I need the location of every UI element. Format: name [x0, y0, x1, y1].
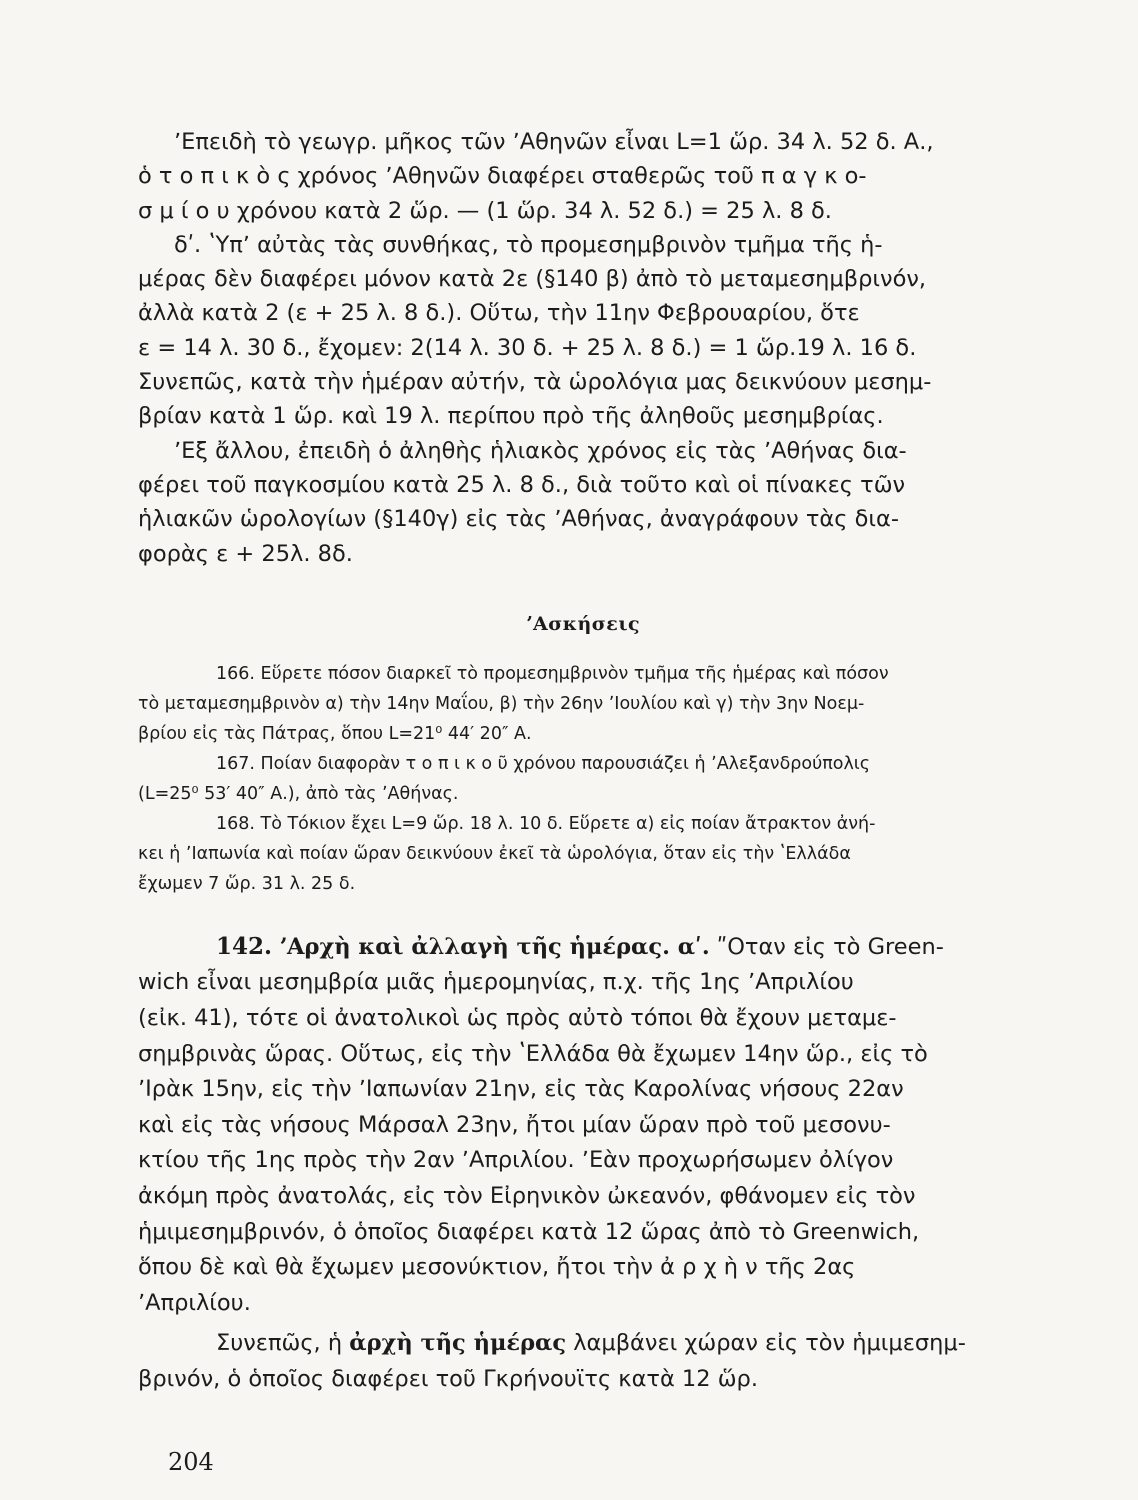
text-line: ʼΕξ ἄλλου, ἐπειδὴ ὁ ἀληθὴς ἡλιακὸς χρόνος εἰς τὰς ʼΑθήνας δια- [174, 437, 907, 464]
exercise-line: 167. Ποίαν διαφορὰν τ ο π ι κ ο ῦ χρόνου παρουσιάζει ἡ ʼΑλεξανδρούπολις [216, 753, 871, 774]
exercise-line: (L=25⁰ 53′ 40″ Α.), ἀπὸ τὰς ʼΑθήνας. [138, 783, 459, 804]
text-line: σημβρινὰς ὥρας. Οὕτως, εἰς τὴν ʽΕλλάδα θὰ ἔχωμεν 14ην ὥρ., εἰς τὸ [138, 1040, 928, 1067]
text-line: Συνεπῶς, ἡ [216, 1330, 343, 1357]
page-number: 204 [168, 1448, 214, 1476]
paragraph-athens-time [138, 125, 1028, 571]
exercise-line: κει ἡ ʼΙαπωνία καὶ ποίαν ὥραν δεικνύουν ἐκεῖ τὰ ὡρολόγια, ὅταν εἰς τὴν ʽΕλλάδα [138, 843, 851, 864]
exercises-heading: ʼΑσκήσεις [525, 612, 641, 635]
text-line: κτίου τῆς 1ης πρὸς τὴν 2αν ʼΑπριλίου. ʼΕὰν προχωρήσωμεν ὀλίγον [138, 1147, 894, 1174]
section-number: 142. [216, 932, 273, 960]
text-line: ε = 14 λ. 30 δ., ἔχομεν: 2(14 λ. 30 δ. + 25 λ. 8 δ.) = 1 ὥρ.19 λ. 16 δ. [138, 334, 917, 361]
text-line: ʼΕπειδὴ τὸ γεωγρ. μῆκος τῶν ʼΑθηνῶν εἶναι L=1 ὥρ. 34 λ. 52 δ. Α., [174, 129, 934, 155]
text-line: φορὰς ε + 25λ. 8δ. [138, 540, 353, 567]
text-line: μέρας δὲν διαφέρει μόνον κατὰ 2ε (§140 β) ἀπὸ τὸ μεταμεσημβρινόν, [138, 266, 927, 293]
text-line: ἀλλὰ κατὰ 2 (ε + 25 λ. 8 δ.). Οὕτω, τὴν 11ην Φεβρουαρίου, ὅτε [138, 300, 860, 327]
text-line: σ μ ί ο υ χρόνου κατὰ 2 ὥρ. — (1 ὥρ. 34 λ. 52 δ.) = 25 λ. 8 δ. [138, 197, 832, 224]
text-line: Συνεπῶς, κατὰ τὴν ἡμέραν αὐτήν, τὰ ὡρολόγια μας δεικνύουν μεσημ- [138, 369, 932, 396]
text-line: ἡμιμεσημβρινόν, ὁ ὁποῖος διαφέρει κατὰ 12 ὥρας ἀπὸ τὸ Greenwich, [138, 1218, 920, 1245]
text-line: βρίαν κατὰ 1 ὥρ. καὶ 19 λ. περίπου πρὸ τῆς ἀληθοῦς μεσημβρίας. [138, 403, 884, 430]
bold-term: ἀρχὴ τῆς ἡμέρας [349, 1330, 567, 1357]
text-line: καὶ εἰς τὰς νήσους Μάρσαλ 23ην, ἤτοι μίαν ὥραν πρὸ τοῦ μεσονυ- [138, 1111, 891, 1138]
text-line: ʼΙρὰκ 15ην, εἰς τὴν ʼΙαπωνίαν 21ην, εἰς τὰς Καρολίνας νήσους 22αν [138, 1076, 904, 1103]
text-line: ἀκόμη πρὸς ἀνατολάς, εἰς τὸν Εἰρηνικὸν ὠκεανόν, φθάνομεν εἰς τὸν [138, 1183, 916, 1210]
text-line: wich εἶναι μεσημβρία μιᾶς ἡμερομηνίας, π.χ. τῆς 1ης ʼΑπριλίου [138, 969, 854, 996]
text-line: ʺΟταν εἰς τὸ Green- [716, 933, 944, 960]
section-title: ʼΑρχὴ καὶ ἀλλαγὴ τῆς ἡμέρας. αʹ. [279, 933, 710, 960]
exercise-line: τὸ μεταμεσημβρινὸν α) τὴν 14ην Μαΐου, β) τὴν 26ην ʼΙουλίου καὶ γ) τὴν 3ην Νοεμ- [138, 693, 865, 714]
text-line: (εἰκ. 41), τότε οἱ ἀνατολικοὶ ὡς πρὸς αὐτὸ τόποι θὰ ἔχουν μεταμε- [138, 1005, 897, 1032]
exercise-line: 166. Εὕρετε πόσον διαρκεῖ τὸ προμεσημβρινὸν τμῆμα τῆς ἡμέρας καὶ πόσον [216, 663, 889, 684]
section-142 [138, 929, 1028, 1322]
text-line: ʼΑπριλίου. [138, 1289, 251, 1316]
text-line: φέρει τοῦ παγκοσμίου κατὰ 25 λ. 8 δ., διὰ τοῦτο καὶ οἱ πίνακες τῶν [138, 471, 906, 498]
text-line: λαμβάνει χώραν εἰς τὸν ἡμιμεσημ- [573, 1330, 966, 1357]
exercise-line: βρίου εἰς τὰς Πάτρας, ὅπου L=21⁰ 44′ 20″ Α. [138, 723, 532, 744]
exercises-list [138, 659, 1028, 899]
text-line: ὅπου δὲ καὶ θὰ ἔχωμεν μεσονύκτιον, ἤτοι τὴν ἀ ρ χ ὴ ν τῆς 2ας [138, 1254, 856, 1281]
exercise-line: 168. Τὸ Τόκιον ἔχει L=9 ὥρ. 18 λ. 10 δ. Εὕρετε α) εἰς ποίαν ἄτρακτον ἀνή- [216, 813, 876, 834]
text-line: ἡλιακῶν ὡρολογίων (§140γ) εἰς τὰς ʼΑθήνας, ἀναγράφουν τὰς δια- [138, 506, 899, 533]
text-line: βρινόν, ὁ ὁποῖος διαφέρει τοῦ Γκρήνουϊτς κατὰ 12 ὥρ. [138, 1365, 758, 1392]
text-line: ὁ τ ο π ι κ ὸ ς χρόνος ʼΑθηνῶν διαφέρει σταθερῶς τοῦ π α γ κ ο- [138, 163, 867, 190]
paragraph-day-start [138, 1326, 1028, 1397]
text-line: δʹ. ʽΥπʼ αὐτὰς τὰς συνθήκας, τὸ προμεσημβρινὸν τμῆμα τῆς ἡ- [174, 231, 883, 258]
page-body [138, 125, 1028, 1398]
exercise-line: ἔχωμεν 7 ὥρ. 31 λ. 25 δ. [138, 873, 356, 894]
